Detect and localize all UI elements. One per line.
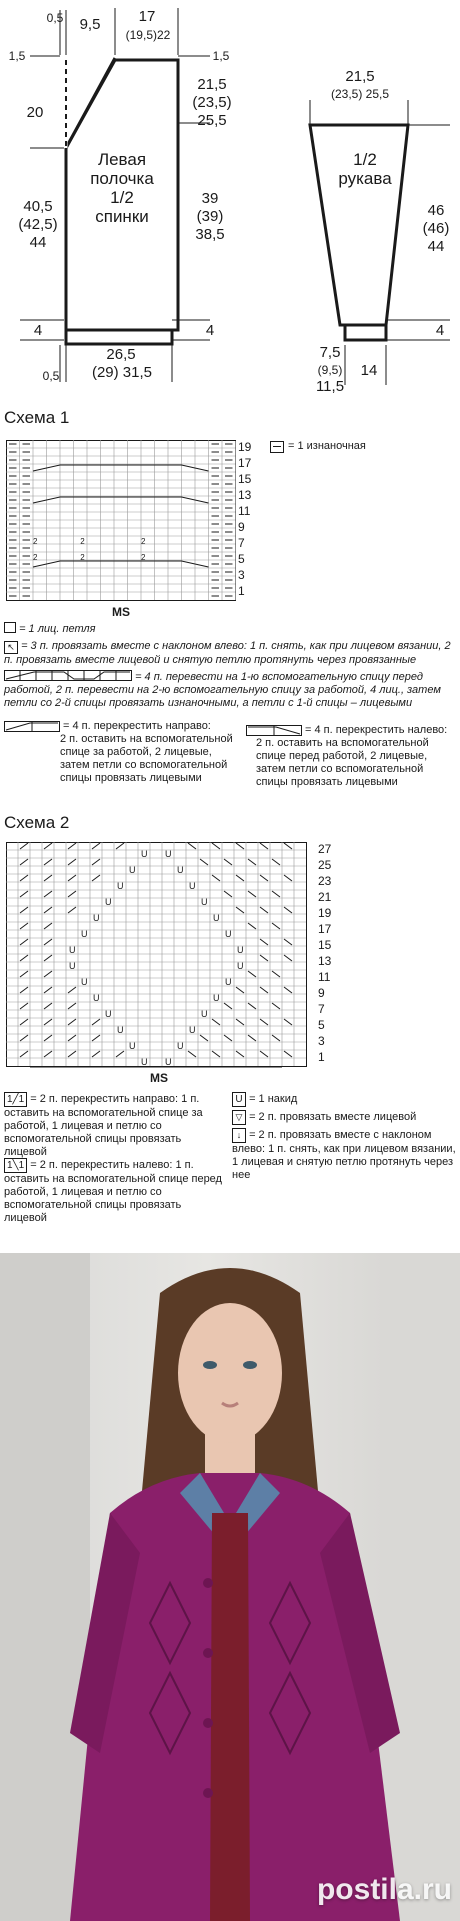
scheme2-row-1: 1: [318, 1050, 325, 1064]
scheme2-yo-mark: U: [69, 945, 76, 955]
scheme2-row-25: 25: [318, 858, 332, 872]
scheme2-legend-right: [4, 1092, 226, 1159]
front-dim-left-425: (42,5): [18, 216, 58, 233]
scheme2-cross-mark: [92, 875, 100, 881]
scheme2-cross-mark: [200, 1035, 208, 1041]
scheme2-title: Схема 2: [4, 813, 70, 832]
scheme2-row-7: 7: [318, 1002, 325, 1016]
scheme2-cross-mark: [272, 1003, 280, 1009]
scheme2-legend-left: [4, 1158, 226, 1225]
scheme2-cross-mark: [44, 1003, 52, 1009]
scheme2-yo-mark: U: [201, 1009, 208, 1019]
scheme1-row-9: 9: [238, 520, 245, 534]
sleeve-dim-right-46b: (46): [422, 220, 450, 237]
scheme2-ms-label: MS: [150, 1071, 168, 1085]
sleeve-dim-top-235: (23,5) 25,5: [330, 87, 390, 101]
scheme2-cross-mark: [284, 987, 292, 993]
scheme2-cross-mark: [212, 1019, 220, 1025]
ssk-symbol-icon: ↓: [232, 1128, 246, 1143]
front-title: [66, 150, 178, 226]
scheme1-ms-label: MS: [112, 605, 130, 619]
scheme2-yo-mark: U: [237, 945, 244, 955]
cross-right-symbol-icon: 1╱1: [4, 1092, 27, 1107]
scheme2-cross-mark: [224, 859, 232, 865]
sleeve-dim-top-215: 21,5: [345, 68, 375, 85]
scheme1-legend-knit-text: = 1 лиц. петля: [19, 623, 96, 635]
scheme2-cross-mark: [260, 955, 268, 961]
scheme2-cross-mark: [44, 987, 52, 993]
sleeve-dim-bottom-14: 14: [360, 362, 378, 379]
scheme2-yo-mark: U: [81, 929, 88, 939]
watermark-logo: postila.ru: [316, 1873, 452, 1906]
scheme2-cross-mark: [68, 907, 76, 913]
front-dim-top-05: 0,5: [46, 11, 64, 25]
scheme2-cross-mark: [248, 891, 256, 897]
front-dim-top-17b: (19,5)22: [125, 28, 171, 42]
front-dim-side-15-right: 1,5: [212, 49, 230, 63]
scheme2-cross-mark: [20, 1019, 28, 1025]
front-dim-side-15-left: 1,5: [8, 49, 26, 63]
scheme2-row-5: 5: [318, 1018, 325, 1032]
scheme2-cross-mark: [236, 1051, 244, 1057]
scheme2-cross-mark: [188, 1051, 196, 1057]
scheme2-row-13: 13: [318, 954, 332, 968]
scheme2-yo-mark: U: [93, 993, 100, 1003]
scheme2-cross-mark: [68, 859, 76, 865]
scheme2-cross-mark: [260, 987, 268, 993]
scheme2-cross-mark: [20, 971, 28, 977]
scheme2-cross-mark: [44, 971, 52, 977]
scheme2-row-15: 15: [318, 938, 332, 952]
scheme2-cross-mark: [236, 907, 244, 913]
sleeve-dim-bottom-115: 11,5: [315, 378, 345, 395]
scheme2-cross-mark: [212, 875, 220, 881]
scheme2-cross-mark: [68, 1019, 76, 1025]
arrow-up-left-icon: ↖: [4, 641, 18, 654]
scheme2-cross-mark: [284, 875, 292, 881]
scheme2-cross-mark: [20, 875, 28, 881]
sleeve-dim-bottom-95: (9,5): [317, 363, 343, 377]
sleeve-title: [330, 150, 400, 188]
front-dim-right-235: (23,5): [192, 94, 232, 111]
scheme2-cross-mark: [224, 1003, 232, 1009]
scheme1-cable-count-label: 2: [33, 553, 38, 562]
scheme2-cross-mark: [212, 843, 220, 849]
front-dim-bottom-29: (29) 31,5: [91, 364, 153, 381]
scheme2-cross-mark: [284, 1051, 292, 1057]
scheme2-cross-mark: [224, 1035, 232, 1041]
sleeve-title-line-2: рукава: [338, 169, 392, 188]
scheme2-row-17: 17: [318, 922, 332, 936]
scheme2-cross-mark: [44, 1051, 52, 1057]
scheme2-row-numbers: [318, 842, 344, 1066]
scheme2-cross-mark: [188, 843, 196, 849]
scheme2-yo-mark: U: [177, 865, 184, 875]
scheme2-cross-mark: [68, 1035, 76, 1041]
front-dim-left-20: 20: [26, 104, 44, 121]
scheme2-yo-mark: U: [189, 881, 196, 891]
scheme2-legend-yo-text: = 1 накид: [249, 1093, 298, 1105]
scheme2-cross-mark: [116, 1051, 124, 1057]
scheme2-cross-mark: [68, 891, 76, 897]
scheme2-cross-mark: [44, 891, 52, 897]
scheme2-cross-mark: [44, 859, 52, 865]
scheme1-title: Схема 1: [4, 408, 70, 427]
scheme1-legend-knit: [4, 622, 454, 636]
scheme2-yo-mark: U: [105, 897, 112, 907]
scheme2-cross-mark: [272, 923, 280, 929]
model-photo: [0, 1253, 460, 1921]
scheme2-cross-mark: [284, 939, 292, 945]
scheme2-legend-right-text: = 2 п. перекрестить направо: 1 п. оставить на вспомогательной спице за работой, 1 лицевая и петлю со вспомогательной спицы провязать лицевой: [4, 1093, 203, 1158]
front-dim-right-255: 25,5: [197, 112, 227, 129]
scheme2-cross-mark: [200, 859, 208, 865]
front-dim-top-17: 17: [138, 8, 156, 25]
scheme2-cross-mark: [248, 1003, 256, 1009]
scheme1-cable-mark: [33, 561, 209, 567]
scheme1-side-legend: [270, 440, 456, 453]
scheme2-cross-mark: [20, 939, 28, 945]
scheme1-row-17: 17: [238, 456, 252, 470]
scheme2-cross-mark: [20, 987, 28, 993]
scheme1-row-3: 3: [238, 568, 245, 582]
scheme2-yo-mark: U: [117, 1025, 124, 1035]
sleeve-dim-bottom-75: 7,5: [319, 344, 341, 361]
scheme2-yo-mark: U: [225, 977, 232, 987]
scheme1-row-1: 1: [238, 584, 245, 598]
scheme2-cross-mark: [92, 1051, 100, 1057]
scheme1-cable-count-label: 2: [33, 537, 38, 546]
scheme2-cross-mark: [284, 843, 292, 849]
scheme2-cross-mark: [284, 955, 292, 961]
scheme2-cross-mark: [20, 1051, 28, 1057]
scheme2-cross-mark: [248, 859, 256, 865]
scheme2-cross-mark: [20, 923, 28, 929]
scheme2-cross-mark: [68, 875, 76, 881]
scheme2-cross-mark: [260, 1019, 268, 1025]
scheme2-cross-mark: [116, 843, 124, 849]
scheme1-cable-count-label: 2: [80, 553, 85, 562]
scheme2-yo-mark: U: [237, 961, 244, 971]
front-dim-left-44: 44: [29, 234, 47, 251]
scheme2-yo-mark: U: [81, 977, 88, 987]
scheme2-cross-mark: [284, 907, 292, 913]
scheme1-legend-right: [4, 720, 244, 785]
front-dim-band-left: 4: [33, 322, 43, 339]
scheme1-side-legend-text: = 1 изнаночная: [288, 440, 366, 452]
front-dim-top-95: 9,5: [79, 16, 101, 33]
scheme2-yo-mark: U: [69, 961, 76, 971]
scheme1-row-11: 11: [238, 504, 251, 518]
scheme1-cable-count-label: 2: [141, 553, 146, 562]
scheme1-legend-3tog: [4, 640, 454, 667]
front-title-line-2: полочка: [90, 169, 154, 188]
scheme2-legend-ssk: [232, 1128, 456, 1182]
scheme2-cross-mark: [44, 923, 52, 929]
sleeve-title-line-1: 1/2: [353, 150, 377, 169]
scheme2-cross-mark: [224, 891, 232, 897]
scheme2-cross-mark: [272, 859, 280, 865]
scheme2-yo-mark: U: [129, 865, 136, 875]
scheme2-legend-k2tog-text: = 2 п. провязать вместе лицевой: [249, 1111, 417, 1123]
scheme1-legend-cable8-text: = 4 п. перевести на 1-ю вспомогательную спицу перед работой, 2 п. перевести на 2-ю вспомогательную спицу за работой, 4 лиц., затем петли со 2-й спицы провязать изнаночными, а петли с 1-й спицы – лицевыми: [4, 671, 441, 709]
scheme1-legend-left-text: 2 п. оставить на вспомогательной спице перед работой, 2 лицевые, затем петли со вспомогательной спицы провязать лицевыми: [256, 737, 429, 788]
scheme2-cross-mark: [20, 843, 28, 849]
scheme2-cross-mark: [44, 843, 52, 849]
scheme2-cross-mark: [236, 1019, 244, 1025]
scheme1-cable-mark: [33, 497, 209, 503]
scheme1-legend-left: [246, 724, 456, 789]
scheme1-legend-right-title: = 4 п. перекрестить направо:: [63, 720, 211, 732]
scheme2-cross-mark: [44, 875, 52, 881]
scheme2-cross-mark: [272, 1035, 280, 1041]
scheme2-yo-mark: U: [105, 1009, 112, 1019]
scheme2-yo-mark: U: [213, 993, 220, 1003]
scheme2-yo-mark: U: [189, 1025, 196, 1035]
scheme2-yo-mark: U: [129, 1041, 136, 1051]
scheme2-cross-mark: [260, 843, 268, 849]
scheme1-legend-right-text: 2 п. оставить на вспомогательной спице за работой, 2 лицевые, затем петли со вспомогательной спицы провязать лицевыми: [60, 733, 233, 784]
scheme1-row-5: 5: [238, 552, 245, 566]
scheme2-cross-mark: [260, 1051, 268, 1057]
scheme2-cross-mark: [92, 843, 100, 849]
scheme2-row-19: 19: [318, 906, 332, 920]
scheme1-row-19: 19: [238, 440, 252, 454]
model-illustration: [0, 1253, 460, 1921]
scheme2-row-11: 11: [318, 970, 331, 984]
scheme2-cross-mark: [68, 987, 76, 993]
scheme2-cross-mark: [20, 859, 28, 865]
scheme2-cross-mark: [68, 843, 76, 849]
scheme2-cross-mark: [236, 875, 244, 881]
front-dim-bottom-265: 26,5: [106, 346, 136, 363]
scheme2-legend-yo: [232, 1092, 456, 1107]
front-dim-left-405: 40,5: [23, 198, 53, 215]
scheme1-row-7: 7: [238, 536, 245, 550]
scheme2-cross-mark: [20, 1035, 28, 1041]
front-dim-bottom-05: 0,5: [42, 369, 60, 383]
purl-symbol-icon: [270, 441, 284, 453]
scheme2-cross-mark: [44, 955, 52, 961]
scheme2-cross-mark: [44, 939, 52, 945]
scheme2-yo-mark: U: [117, 881, 124, 891]
scheme2-yo-mark: U: [93, 913, 100, 923]
scheme2-cross-mark: [92, 859, 100, 865]
scheme2-yo-mark: U: [213, 913, 220, 923]
scheme1-cable-mark: [33, 465, 209, 471]
scheme2-cross-mark: [44, 907, 52, 913]
k2tog-symbol-icon: ▽: [232, 1110, 246, 1125]
scheme2-cross-mark: [68, 1051, 76, 1057]
scheme2-row-21: 21: [318, 890, 332, 904]
sleeve-dim-right-44: 44: [427, 238, 445, 255]
front-dim-right-385: 38,5: [195, 226, 225, 243]
scheme2-legend-ssk-text: = 2 п. провязать вместе с наклоном влево: 1 п. снять, как при лицевом вязании, 1 лицевая и снятую петлю протянуть через нее: [232, 1129, 456, 1181]
scheme1-row-15: 15: [238, 472, 252, 486]
scheme2-row-3: 3: [318, 1034, 325, 1048]
cable8-symbol-icon: [4, 670, 132, 681]
scheme1-chart: [6, 440, 236, 605]
scheme2-row-9: 9: [318, 986, 325, 1000]
scheme2-cross-mark: [248, 923, 256, 929]
front-title-line-3: 1/2: [110, 188, 134, 207]
scheme1-legend-3tog-text: = 3 п. провязать вместе с наклоном влево: 1 п. снять, как при лицевом вязании, 2 п. провязать вместе лицевой и снятую петлю протянуть через провязанные: [4, 640, 451, 666]
scheme2-cross-mark: [20, 955, 28, 961]
scheme2-yo-mark: U: [201, 897, 208, 907]
front-title-line-1: Левая: [97, 150, 147, 169]
scheme2-legend-k2tog: [232, 1110, 456, 1125]
scheme2-cross-mark: [236, 843, 244, 849]
cable-right-symbol-icon: [4, 721, 60, 732]
scheme2-cross-mark: [20, 891, 28, 897]
scheme2-row-23: 23: [318, 874, 332, 888]
scheme2-cross-mark: [260, 939, 268, 945]
scheme2-cross-mark: [260, 907, 268, 913]
scheme1-legend-cable8: [4, 670, 454, 710]
scheme2-cross-mark: [248, 971, 256, 977]
front-dim-band-right: 4: [205, 322, 215, 339]
scheme2-cross-mark: [248, 1035, 256, 1041]
cable-left-symbol-icon: [246, 725, 302, 736]
scheme1-row-numbers: [238, 440, 262, 600]
scheme2-chart: [6, 842, 316, 1068]
scheme2-cross-mark: [44, 1035, 52, 1041]
scheme2-yo-mark: U: [165, 849, 172, 859]
yarn-over-symbol-icon: U: [232, 1092, 246, 1107]
scheme2-cross-mark: [92, 1035, 100, 1041]
scheme2-cross-mark: [44, 1019, 52, 1025]
scheme2-yo-mark: U: [141, 849, 148, 859]
scheme2-cross-mark: [92, 1019, 100, 1025]
scheme2-yo-mark: U: [141, 1057, 148, 1067]
front-dim-right-215: 21,5: [197, 76, 227, 93]
scheme2-yo-mark: U: [225, 929, 232, 939]
scheme2-cross-mark: [272, 971, 280, 977]
front-dim-right-39b: (39): [196, 208, 224, 225]
front-title-line-4: спинки: [95, 207, 149, 226]
scheme2-cross-mark: [20, 1003, 28, 1009]
scheme1-row-13: 13: [238, 488, 252, 502]
scheme2-row-27: 27: [318, 842, 332, 856]
scheme2-cross-mark: [260, 875, 268, 881]
scheme2-cross-mark: [236, 987, 244, 993]
front-dim-right-39: 39: [201, 190, 219, 207]
scheme2-cross-mark: [272, 891, 280, 897]
sleeve-dim-band: 4: [435, 322, 445, 339]
sleeve-dim-right-46: 46: [427, 202, 445, 219]
scheme2-cross-mark: [284, 1019, 292, 1025]
knit-symbol-icon: [4, 622, 16, 633]
cross-left-symbol-icon: 1╲1: [4, 1158, 27, 1173]
scheme1-cable-count-label: 2: [80, 537, 85, 546]
scheme2-cross-mark: [20, 907, 28, 913]
scheme1-cable-count-label: 2: [141, 537, 146, 546]
scheme2-cross-mark: [212, 1051, 220, 1057]
scheme2-cross-mark: [68, 1003, 76, 1009]
scheme1-legend-left-title: = 4 п. перекрестить налево:: [305, 724, 448, 736]
scheme2-yo-mark: U: [177, 1041, 184, 1051]
scheme2-legend-left-text: = 2 п. перекрестить налево: 1 п. оставить на вспомогательной спице перед работой, 1 лицевая и петлю со вспомогательной спицы провязать лицевой: [4, 1159, 222, 1224]
scheme2-yo-mark: U: [165, 1057, 172, 1067]
